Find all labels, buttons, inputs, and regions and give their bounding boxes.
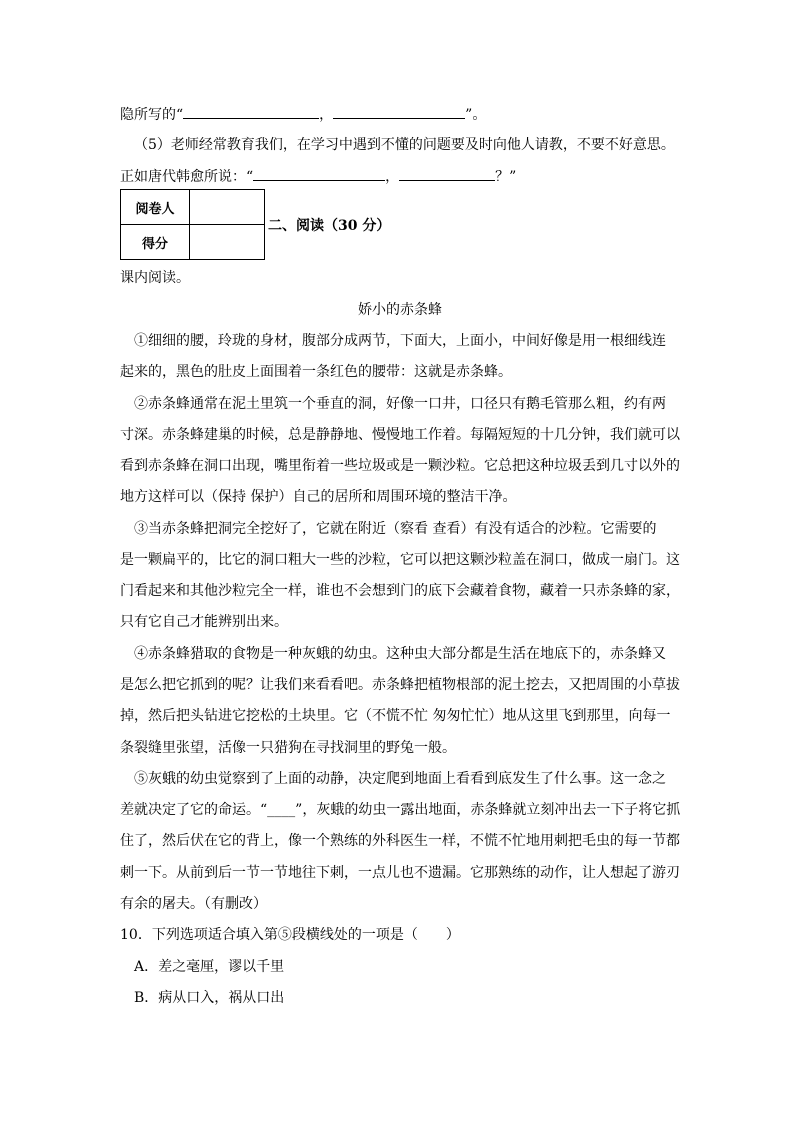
q5-line1: （5）老师经常教育我们，在学习中遇到不懂的问题要及时向他人请教，不要不好意思。 xyxy=(134,137,675,153)
article-line: 条裂缝里张望，活像一只猎狗在寻找洞里的野兔一般。 xyxy=(120,740,456,756)
article-line: ③当赤条蜂把洞完全挖好了，它就在附近（察看 查看）有没有适合的沙粒。它需要的 xyxy=(134,521,657,537)
answer-blank[interactable] xyxy=(183,104,319,119)
answer-blank[interactable] xyxy=(333,104,465,119)
article-line: 寸深。赤条蜂建巢的时候，总是静静地、慢慢地工作着。每隔短短的十几分钟，我们就可以 xyxy=(120,427,680,443)
article-line: ⑤灰蛾的幼虫觉察到了上面的动静，决定爬到地面上看看到底发生了什么事。这一念之 xyxy=(134,771,666,787)
article-line: 刺一下。从前到后一节一节地往下刺，一点儿也不遗漏。它那熟练的动作，让人想起了游刃 xyxy=(120,865,680,881)
article-line: 只有它自己才能辨别出来。 xyxy=(120,614,288,630)
score-table xyxy=(120,189,265,260)
reviewer-label: 阅卷人 xyxy=(121,190,190,225)
score-cell[interactable] xyxy=(190,225,265,260)
article-line: 有余的屠夫。（有删改） xyxy=(120,896,267,912)
article-line: 门看起来和其他沙粒完全一样，谁也不会想到门的底下会藏着食物，藏着一只赤条蜂的家， xyxy=(120,583,680,599)
question-10-stem: 10．下列选项适合填入第⑤段横线处的一项是（ ） xyxy=(120,927,460,943)
q4-prefix: 隐所写的“ xyxy=(120,107,184,123)
answer-blank[interactable] xyxy=(399,166,495,181)
article-line: ②赤条蜂通常在泥土里筑一个垂直的洞，好像一口井，口径只有鹅毛管那么粗，约有两 xyxy=(134,396,666,412)
q4-tail-line xyxy=(120,104,680,125)
option-a[interactable]: A．差之毫厘，谬以千里 xyxy=(134,959,285,975)
option-b[interactable]: B．病从口入，祸从口出 xyxy=(134,990,285,1006)
article-line: 起来的，黑色的肚皮上面围着一条红色的腰带：这就是赤条蜂。 xyxy=(120,364,512,380)
article-title: 娇小的赤条蜂 xyxy=(358,302,442,318)
article-line: 是一颗扁平的，比它的洞口粗大一些的沙粒，它可以把这颗沙粒盖在洞口，做成一扇门。这 xyxy=(120,552,680,568)
section-intro: 课内阅读。 xyxy=(120,270,190,286)
q5-suffix: ？” xyxy=(495,169,517,185)
article-line: 差就决定了它的命运。“____”，灰蛾的幼虫一露出地面，赤条蜂就立刻冲出去一下子将它抓 xyxy=(120,802,681,818)
q5-sep: ， xyxy=(385,169,400,185)
section-heading: 二、阅读（30 分） xyxy=(268,218,391,234)
score-label: 得分 xyxy=(121,225,190,260)
reviewer-cell[interactable] xyxy=(190,190,265,225)
article-line: 是怎么把它抓到的呢？让我们来看看吧。赤条蜂把植物根部的泥土挖去，又把周围的小草拔 xyxy=(120,677,680,693)
article-line: 掉，然后把头钻进它挖松的土块里。它（不慌不忙 匆匆忙忙）地从这里飞到那里，向每一 xyxy=(120,708,671,724)
article-line: 看到赤条蜂在洞口出现，嘴里衔着一些垃圾或是一颗沙粒。它总把这种垃圾丢到几寸以外的 xyxy=(120,458,680,474)
article-line: 住了，然后伏在它的背上，像一个熟练的外科医生一样，不慌不忙地用刺把毛虫的每一节都 xyxy=(120,833,680,849)
article-line: ④赤条蜂猎取的食物是一种灰蛾的幼虫。这种虫大部分都是生活在地底下的，赤条蜂又 xyxy=(134,646,666,662)
article-line: 地方这样可以（保持 保护）自己的居所和周围环境的整洁干净。 xyxy=(120,489,517,505)
article-line: ①细细的腰，玲珑的身材，腹部分成两节，下面大，上面小，中间好像是用一根细线连 xyxy=(134,333,666,349)
q5-prefix: 正如唐代韩愈所说：“ xyxy=(120,169,254,185)
q5-line2 xyxy=(120,166,680,187)
answer-blank[interactable] xyxy=(253,166,385,181)
q4-sep: ， xyxy=(319,107,334,123)
q4-suffix: ”。 xyxy=(465,107,487,123)
